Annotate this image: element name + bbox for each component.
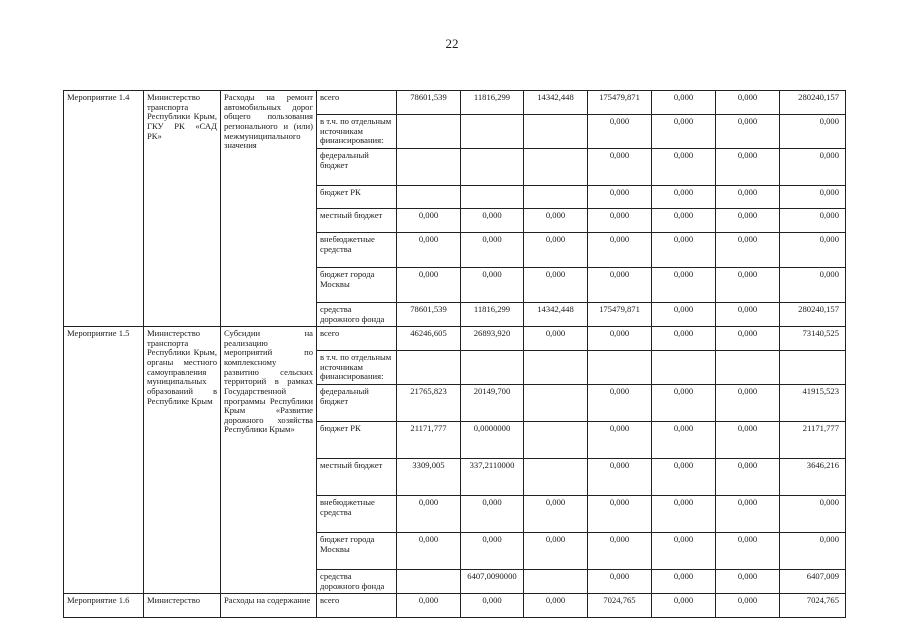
- value-cell: 41915,523: [780, 385, 846, 422]
- value-cell: 0,000: [780, 148, 846, 185]
- value-cell: 7024,765: [780, 594, 846, 618]
- value-cell: 0,000: [588, 185, 652, 208]
- source-label: бюджет города Москвы: [317, 267, 397, 302]
- value-cell: 0,000: [780, 267, 846, 302]
- source-label: всего: [317, 91, 397, 115]
- value-cell: 0,000: [588, 422, 652, 459]
- value-cell: 0,000: [588, 148, 652, 185]
- value-cell: 0,000: [524, 232, 588, 267]
- value-cell: 14342,448: [524, 91, 588, 115]
- value-cell: 0,000: [716, 115, 780, 149]
- value-cell: 0,000: [652, 594, 716, 618]
- value-cell: 0,000: [524, 208, 588, 232]
- value-cell: [461, 115, 524, 149]
- value-cell: 0,000: [524, 267, 588, 302]
- value-cell: 0,000: [652, 570, 716, 594]
- value-cell: [397, 185, 461, 208]
- source-label: внебюджетные средства: [317, 496, 397, 533]
- value-cell: 0,000: [716, 185, 780, 208]
- value-cell: 3309,005: [397, 459, 461, 496]
- value-cell: 0,000: [716, 533, 780, 570]
- value-cell: [716, 351, 780, 385]
- value-cell: [397, 115, 461, 149]
- measure-description: Расходы на содержание: [221, 594, 317, 618]
- value-cell: 175479,871: [588, 302, 652, 326]
- source-label: в т.ч. по отдельным источникам финансирования:: [317, 115, 397, 149]
- value-cell: 0,000: [524, 533, 588, 570]
- value-cell: 26893,920: [461, 327, 524, 351]
- value-cell: 0,000: [461, 594, 524, 618]
- value-cell: 11816,299: [461, 302, 524, 326]
- value-cell: 0,000: [716, 267, 780, 302]
- value-cell: 0,000: [652, 496, 716, 533]
- value-cell: 73140,525: [780, 327, 846, 351]
- value-cell: 0,000: [588, 570, 652, 594]
- value-cell: 0,000: [716, 422, 780, 459]
- value-cell: 0,000: [588, 496, 652, 533]
- value-cell: 0,000: [524, 594, 588, 618]
- value-cell: [524, 459, 588, 496]
- measure-name: Мероприятие 1.4: [64, 91, 144, 327]
- value-cell: [524, 422, 588, 459]
- page-number: 22: [445, 36, 459, 51]
- value-cell: 46246,605: [397, 327, 461, 351]
- table-row: [64, 91, 846, 115]
- value-cell: 0,000: [652, 232, 716, 267]
- value-cell: 0,000: [716, 570, 780, 594]
- value-cell: [397, 570, 461, 594]
- measure-description: Субсидии на реализацию мероприятий по комплексному развитию сельских территорий в рамках Государственной программы Республики Крым «Развитие дорожного хозяйства Республики Крым»: [221, 327, 317, 594]
- value-cell: 337,2110000: [461, 459, 524, 496]
- value-cell: 0,000: [716, 385, 780, 422]
- value-cell: 0,000: [780, 232, 846, 267]
- value-cell: 0,000: [780, 533, 846, 570]
- value-cell: 280240,157: [780, 91, 846, 115]
- value-cell: [461, 351, 524, 385]
- value-cell: 0,000: [461, 208, 524, 232]
- value-cell: [524, 115, 588, 149]
- value-cell: [524, 148, 588, 185]
- value-cell: 20149,700: [461, 385, 524, 422]
- measure-description: Расходы на ремонт автомобильных дорог общего пользования регионального и (или) межмуниципального значения: [221, 91, 317, 327]
- value-cell: 0,000: [397, 267, 461, 302]
- value-cell: 0,000: [652, 91, 716, 115]
- value-cell: 21171,777: [780, 422, 846, 459]
- value-cell: 0,000: [588, 267, 652, 302]
- value-cell: 0,000: [652, 148, 716, 185]
- financing-table: [63, 90, 846, 618]
- source-label: средства дорожного фонда: [317, 570, 397, 594]
- source-label: федеральный бюджет: [317, 148, 397, 185]
- value-cell: 11816,299: [461, 91, 524, 115]
- value-cell: [524, 351, 588, 385]
- table-body: [64, 91, 846, 618]
- value-cell: 280240,157: [780, 302, 846, 326]
- value-cell: 0,000: [652, 459, 716, 496]
- value-cell: 0,000: [780, 496, 846, 533]
- source-label: бюджет РК: [317, 185, 397, 208]
- value-cell: 0,000: [588, 115, 652, 149]
- value-cell: 0,000: [652, 385, 716, 422]
- value-cell: 21765,823: [397, 385, 461, 422]
- value-cell: 78601,539: [397, 91, 461, 115]
- value-cell: 21171,777: [397, 422, 461, 459]
- value-cell: 0,000: [588, 385, 652, 422]
- value-cell: [524, 570, 588, 594]
- measure-name: Мероприятие 1.5: [64, 327, 144, 594]
- value-cell: 0,000: [716, 496, 780, 533]
- value-cell: 0,000: [780, 115, 846, 149]
- value-cell: 0,000: [716, 327, 780, 351]
- value-cell: 6407,009: [780, 570, 846, 594]
- value-cell: [780, 351, 846, 385]
- value-cell: [397, 351, 461, 385]
- source-label: бюджет города Москвы: [317, 533, 397, 570]
- value-cell: 0,000: [716, 148, 780, 185]
- source-label: в т.ч. по отдельным источникам финансирования:: [317, 351, 397, 385]
- value-cell: 0,000: [716, 232, 780, 267]
- value-cell: 0,000: [716, 302, 780, 326]
- value-cell: 0,000: [397, 533, 461, 570]
- value-cell: [397, 148, 461, 185]
- value-cell: 0,000: [652, 327, 716, 351]
- measure-executor: Министерство транспорта Республики Крым, ГКУ РК «САД РК»: [144, 91, 221, 327]
- value-cell: 0,000: [461, 267, 524, 302]
- value-cell: 7024,765: [588, 594, 652, 618]
- value-cell: 0,000: [397, 594, 461, 618]
- value-cell: 0,000: [588, 208, 652, 232]
- value-cell: 0,000: [716, 208, 780, 232]
- measure-executor: Министерство: [144, 594, 221, 618]
- value-cell: 0,000: [461, 232, 524, 267]
- value-cell: 0,000: [397, 208, 461, 232]
- value-cell: 0,000: [397, 496, 461, 533]
- value-cell: 0,000: [780, 185, 846, 208]
- value-cell: 0,000: [780, 208, 846, 232]
- value-cell: 0,000: [652, 185, 716, 208]
- value-cell: 0,000: [652, 302, 716, 326]
- value-cell: 0,000: [652, 267, 716, 302]
- value-cell: 0,000: [652, 208, 716, 232]
- source-label: федеральный бюджет: [317, 385, 397, 422]
- value-cell: 0,000: [716, 459, 780, 496]
- value-cell: 0,000: [461, 533, 524, 570]
- value-cell: [461, 148, 524, 185]
- value-cell: 0,000: [716, 594, 780, 618]
- value-cell: 175479,871: [588, 91, 652, 115]
- value-cell: 3646,216: [780, 459, 846, 496]
- measure-executor: Министерство транспорта Республики Крым, органы местного самоуправления муниципальных образований в Республике Крым: [144, 327, 221, 594]
- value-cell: 0,000: [652, 422, 716, 459]
- value-cell: 0,000: [716, 91, 780, 115]
- value-cell: 0,000: [652, 533, 716, 570]
- value-cell: 0,000: [652, 115, 716, 149]
- source-label: местный бюджет: [317, 459, 397, 496]
- source-label: местный бюджет: [317, 208, 397, 232]
- source-label: всего: [317, 327, 397, 351]
- source-label: внебюджетные средства: [317, 232, 397, 267]
- value-cell: 0,000: [588, 232, 652, 267]
- value-cell: [461, 185, 524, 208]
- value-cell: 78601,539: [397, 302, 461, 326]
- value-cell: 0,000: [524, 327, 588, 351]
- value-cell: [524, 185, 588, 208]
- table-row: [64, 594, 846, 618]
- value-cell: 0,000: [588, 327, 652, 351]
- source-label: средства дорожного фонда: [317, 302, 397, 326]
- value-cell: 14342,448: [524, 302, 588, 326]
- value-cell: 0,000: [588, 533, 652, 570]
- source-label: бюджет РК: [317, 422, 397, 459]
- value-cell: 0,000: [397, 232, 461, 267]
- value-cell: [588, 351, 652, 385]
- measure-name: Мероприятие 1.6: [64, 594, 144, 618]
- value-cell: 0,000: [461, 496, 524, 533]
- source-label: всего: [317, 594, 397, 618]
- value-cell: 0,000: [524, 496, 588, 533]
- value-cell: [652, 351, 716, 385]
- value-cell: [524, 385, 588, 422]
- value-cell: 6407,0090000: [461, 570, 524, 594]
- value-cell: 0,000: [588, 459, 652, 496]
- value-cell: 0,0000000: [461, 422, 524, 459]
- table-row: [64, 327, 846, 351]
